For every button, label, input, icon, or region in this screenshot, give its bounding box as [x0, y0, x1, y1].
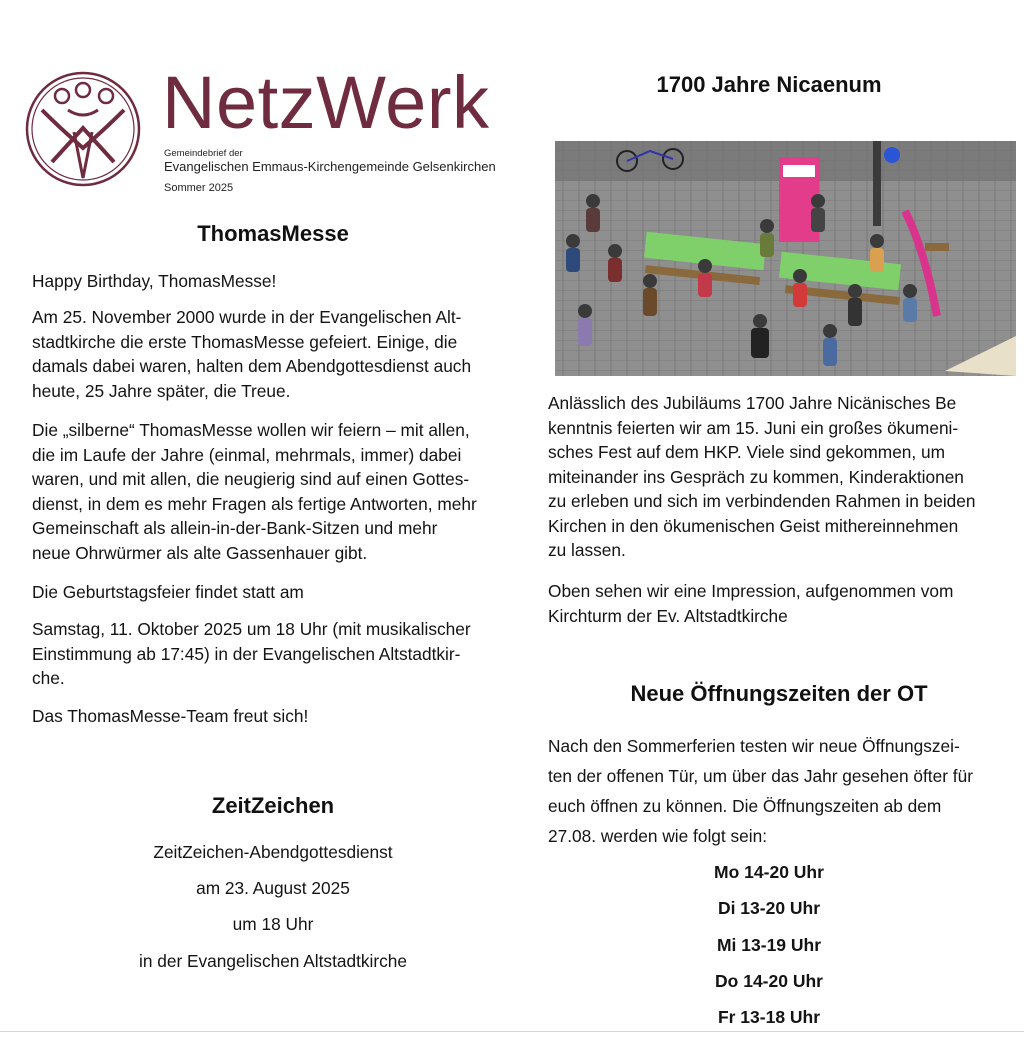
text-line: che. [32, 668, 65, 688]
brand-subtitle: Gemeindebrief der [164, 148, 243, 159]
opening-hours-monday: Mo 14-20 Uhr [714, 862, 824, 882]
text-line: zu erleben und sich im verbindenden Rahmen in beiden [548, 491, 976, 511]
nicaenum-heading: 1700 Jahre Nicaenum [656, 72, 882, 97]
zeitzeichen-heading: ZeitZeichen [211, 793, 335, 818]
thomasmesse-heading: ThomasMesse [197, 221, 349, 246]
text-line: Die Geburtstagsfeier findet statt am [32, 582, 304, 602]
text-line: Kirchturm der Ev. Altstadtkirche [548, 605, 788, 626]
thomasmesse-paragraph-2 [32, 305, 522, 403]
issue-label: Sommer 2025 [164, 182, 234, 194]
text-line: neue Ohrwürmer als alte Gassenhauer gibt. [32, 542, 368, 563]
nicaenum-paragraph-2 [548, 579, 1010, 628]
text-line: ten der offenen Tür, um über das Jahr gesehen öfter für [548, 766, 973, 786]
page-bottom-divider [0, 1031, 1024, 1032]
text-line: Anlässlich des Jubiläums 1700 Jahre Nicänisches Be [548, 393, 957, 413]
text-line: zu lassen. [548, 540, 626, 560]
nicaenum-paragraph-1 [548, 391, 1010, 563]
brand-subtitle-parish: Evangelischen Emmaus-Kirchengemeinde Gelsenkirchen [164, 159, 496, 174]
thomasmesse-paragraph-1 [32, 269, 522, 294]
text-line: waren, und mit allen, die neugierig sind auf einen Gottes- [32, 469, 470, 489]
text-line: damals dabei waren, halten dem Abendgottesdienst auch [32, 356, 472, 376]
text-line: Oben sehen wir eine Impression, aufgenommen vom [548, 581, 954, 601]
text-line: sches Fest auf dem HKP. Viele sind gekommen, um [548, 442, 946, 462]
opening-hours-tuesday: Di 13-20 Uhr [717, 898, 821, 918]
ot-paragraph [548, 731, 1010, 851]
zeitzeichen-line: in der Evangelischen Altstadtkirche [138, 951, 407, 971]
thomasmesse-paragraph-5 [32, 617, 522, 691]
text-line: Nach den Sommerferien testen wir neue Öffnungszei- [548, 736, 960, 756]
text-line: die im Laufe der Jahre (einmal, mehrmals, immer) dabei [32, 444, 462, 465]
text-line: miteinander ins Gespräch zu kommen, Kinderaktionen [548, 466, 964, 487]
zeitzeichen-line: ZeitZeichen-Abendgottesdienst [153, 842, 393, 862]
text-line: kenntnis feierten wir am 15. Juni ein großes ökumeni- [548, 417, 959, 438]
text-line: euch öffnen zu können. Die Öffnungszeiten ab dem [548, 796, 942, 816]
text-line: stadtkirche die erste ThomasMesse gefeiert. Einige, die [32, 331, 458, 352]
text-line: Gemeinschaft als allein-in-der-Bank-Sitzen und mehr [32, 518, 438, 538]
zeitzeichen-line: am 23. August 2025 [196, 878, 350, 898]
text-line: heute, 25 Jahre später, die Treue. [32, 380, 291, 401]
opening-hours-friday: Fr 13-18 Uhr [717, 1007, 821, 1027]
festival-photo [555, 141, 1016, 376]
text-line: 27.08. werden wie folgt sein: [548, 826, 768, 846]
text-line: Happy Birthday, ThomasMesse! [32, 271, 277, 291]
emmaus-logo-icon [22, 70, 144, 188]
newsletter-brand: NetzWerk [162, 61, 490, 144]
text-line: Am 25. November 2000 wurde in der Evangelischen Alt- [32, 307, 462, 327]
thomasmesse-paragraph-6 [32, 704, 522, 729]
text-line: Samstag, 11. Oktober 2025 um 18 Uhr (mit musikalischer [32, 619, 471, 639]
ot-hours-heading: Neue Öffnungszeiten der OT [630, 681, 928, 706]
text-line: Kirchen in den ökumenischen Geist mithereinnehmen [548, 515, 959, 536]
text-line: Die „silberne“ ThomasMesse wollen wir feiern – mit allen, [32, 420, 470, 440]
opening-hours-wednesday: Mi 13-19 Uhr [716, 935, 822, 955]
thomasmesse-paragraph-4 [32, 580, 522, 605]
text-line: Das ThomasMesse-Team freut sich! [32, 706, 309, 726]
zeitzeichen-line: um 18 Uhr [232, 914, 314, 934]
thomasmesse-paragraph-3 [32, 418, 522, 565]
opening-hours-thursday: Do 14-20 Uhr [715, 971, 823, 991]
text-line: Einstimmung ab 17:45) in der Evangelischen Altstadtkir- [32, 643, 461, 664]
text-line: dienst, in dem es mehr Fragen als fertige Antworten, mehr [32, 493, 477, 514]
